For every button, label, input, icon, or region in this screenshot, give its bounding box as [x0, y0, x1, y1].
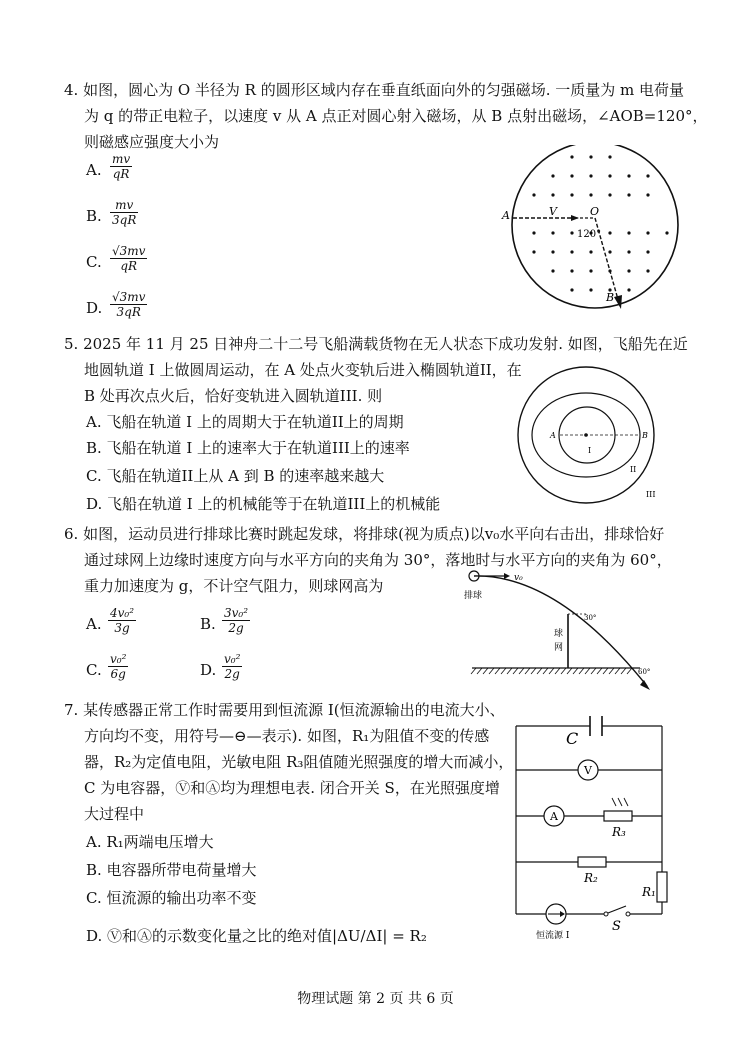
- field-dot: [532, 231, 535, 234]
- q7-line1: 7. 某传感器正常工作时需要用到恒流源 I(恒流源输出的电流大小、: [64, 701, 505, 719]
- q7-label-s: S: [612, 919, 621, 934]
- q6-volleyball-figure: [462, 566, 662, 692]
- field-dot: [570, 193, 573, 196]
- field-dot: [551, 269, 554, 272]
- q6-option-d-fraction: $\frac{\text{v₀²}}{2g}$: [224, 652, 241, 681]
- ground-hatch: [561, 668, 566, 674]
- field-dot: [589, 288, 592, 291]
- field-dot: [646, 193, 649, 196]
- ground-hatch: [573, 668, 578, 674]
- q6-label-net1: 球: [554, 629, 564, 639]
- q5-label-iii: III: [646, 490, 656, 499]
- field-dot: [627, 288, 630, 291]
- q4-label-v: V: [549, 205, 557, 218]
- field-dot: [551, 174, 554, 177]
- q5-line1: 5. 2025 年 11 月 25 日神舟二十二号飞船满载货物在无人状态下成功发射. 如图，飞船先在近: [64, 335, 688, 353]
- q6-label-ball: 排球: [464, 591, 483, 601]
- q7-label-c: C: [566, 729, 579, 748]
- q5-option-d: D. 飞船在轨道 I 上的机械能等于在轨道III上的机械能: [86, 495, 441, 513]
- q4-label-angle: 120°: [577, 229, 602, 240]
- ground-hatch: [567, 668, 572, 674]
- field-dot: [627, 231, 630, 234]
- ground-hatch: [609, 668, 614, 674]
- ground-hatch: [507, 668, 512, 674]
- q5-orbit-figure: [502, 360, 672, 510]
- q7-label-r3: R₃: [612, 825, 626, 839]
- field-dot: [551, 231, 554, 234]
- field-dot: [570, 231, 573, 234]
- q6-option-d-label: D.: [200, 661, 217, 679]
- field-dot: [589, 155, 592, 158]
- ground-hatch: [501, 668, 506, 674]
- q7-line3: 器，R₂为定值电阻，光敏电阻 R₃阻值随光照强度的增大而减小，: [84, 753, 514, 771]
- q7-line4: C 为电容器，Ⓥ和Ⓐ均为理想电表. 闭合开关 S，在光照强度增: [84, 779, 500, 797]
- field-dot: [570, 250, 573, 253]
- q7-option-d: D. Ⓥ和Ⓐ的示数变化量之比的绝对值|ΔU/ΔI| = R₂: [86, 927, 427, 945]
- field-dot: [570, 269, 573, 272]
- ground-hatch: [471, 668, 476, 674]
- q6-line1: 6. 如图，运动员进行排球比赛时跳起发球，将排球(视为质点)以v₀水平向右击出，排球恰好: [64, 525, 665, 543]
- q6-option-b-fraction: $\frac{\text{3v₀²}}{2g}$: [224, 606, 249, 635]
- field-dot: [532, 250, 535, 253]
- field-dot: [532, 193, 535, 196]
- field-dot: [608, 193, 611, 196]
- field-dot: [589, 250, 592, 253]
- field-dot: [570, 288, 573, 291]
- q5-option-c: C. 飞船在轨道II上从 A 到 B 的速率越来越大: [86, 467, 385, 485]
- page-footer: 物理试题 第 2 页 共 6 页: [297, 991, 454, 1007]
- q4-line1: 4. 如图，圆心为 O 半径为 R 的圆形区域内存在垂直纸面向外的匀强磁场. 一质量为 m 电荷量: [64, 81, 685, 99]
- q6-option-a-label: A.: [86, 615, 102, 633]
- field-dot: [665, 231, 668, 234]
- q7-line2: 方向均不变，用符号—⊖—表示). 如图，R₁为阻值不变的传感: [84, 727, 490, 745]
- q7-label-source: 恒流源 I: [536, 931, 570, 941]
- q6-label-60: 60°: [638, 668, 651, 676]
- q4-label-o: O: [590, 205, 600, 218]
- q4-option-a-fraction: $\frac{mv}{qR}$: [112, 152, 131, 181]
- q4-option-b-label: B.: [86, 207, 102, 225]
- ground-hatch: [525, 668, 530, 674]
- q6-option-c-label: C.: [86, 661, 102, 679]
- q4-option-a-label: A.: [86, 161, 102, 179]
- ground-hatch: [513, 668, 518, 674]
- field-dot: [608, 231, 611, 234]
- q5-option-b: B. 飞船在轨道 I 上的速率大于在轨道III上的速率: [86, 439, 410, 457]
- field-dot: [646, 231, 649, 234]
- ground-hatch: [519, 668, 524, 674]
- ground-hatch: [543, 668, 548, 674]
- q7-option-a: A. R₁两端电压增大: [86, 833, 214, 851]
- q6-line2: 通过球网上边缘时速度方向与水平方向的夹角为 30°，落地时与水平方向的夹角为 60°，: [84, 551, 672, 569]
- q5-line3: B 处再次点火后，恰好变轨进入圆轨道III. 则: [84, 387, 383, 405]
- ground-hatch: [615, 668, 620, 674]
- field-dot: [589, 269, 592, 272]
- field-dot: [646, 250, 649, 253]
- q7-option-b: B. 电容器所带电荷量增大: [86, 861, 257, 879]
- q5-option-a: A. 飞船在轨道 I 上的周期大于在轨道II上的周期: [86, 413, 404, 431]
- q5-line2: 地圆轨道 I 上做圆周运动，在 A 处点火变轨后进入椭圆轨道II，在: [84, 361, 522, 379]
- field-dot: [627, 174, 630, 177]
- q4-magnetic-field-figure: [495, 145, 695, 315]
- q6-label-net2: 网: [554, 643, 564, 653]
- q7-label-a: A: [550, 810, 558, 823]
- ground-hatch: [483, 668, 488, 674]
- ground-hatch: [579, 668, 584, 674]
- ground-hatch: [621, 668, 626, 674]
- ground-hatch: [603, 668, 608, 674]
- field-dot: [627, 250, 630, 253]
- q4-option-d-label: D.: [86, 299, 103, 317]
- ground-hatch: [549, 668, 554, 674]
- q6-label-30: 30°: [584, 614, 597, 622]
- q7-line5: 大过程中: [84, 805, 145, 823]
- ground-hatch: [591, 668, 596, 674]
- ground-hatch: [537, 668, 542, 674]
- field-dot: [589, 193, 592, 196]
- q4-option-c-fraction: $\frac{√3mv}{qR}$: [112, 244, 146, 273]
- field-dot: [627, 269, 630, 272]
- field-dot: [570, 155, 573, 158]
- q7-label-r1: R₁: [642, 885, 656, 899]
- ground-hatch: [477, 668, 482, 674]
- q6-option-a-fraction: $\frac{\text{4v₀²}}{3g}$: [110, 606, 135, 635]
- ground-hatch: [627, 668, 632, 674]
- field-dot: [608, 155, 611, 158]
- q4-label-a: A: [502, 209, 510, 222]
- q6-line3: 重力加速度为 g，不计空气阻力，则球网高为: [84, 577, 384, 595]
- q5-label-ii: II: [630, 465, 637, 474]
- ground-hatch: [489, 668, 494, 674]
- q5-label-a: A: [550, 431, 556, 440]
- q4-option-b-fraction: $\frac{mv}{3qR}$: [112, 198, 137, 227]
- q7-circuit-figure: [508, 712, 668, 944]
- ground-hatch: [555, 668, 560, 674]
- field-dot: [551, 193, 554, 196]
- field-dot: [570, 174, 573, 177]
- q4-option-d-fraction: $\frac{√3mv}{3qR}$: [112, 290, 146, 319]
- ground-hatch: [531, 668, 536, 674]
- q7-option-c: C. 恒流源的输出功率不变: [86, 889, 257, 907]
- field-dot: [608, 174, 611, 177]
- ground-hatch: [585, 668, 590, 674]
- field-dot: [589, 174, 592, 177]
- ground-hatch: [495, 668, 500, 674]
- q4-option-c-label: C.: [86, 253, 102, 271]
- q5-label-b: B: [642, 431, 648, 440]
- q5-label-i: I: [588, 446, 592, 455]
- q7-label-r2: R₂: [584, 871, 598, 885]
- field-dot: [646, 269, 649, 272]
- q4-label-b: B: [606, 291, 615, 304]
- q4-line2: 为 q 的带正电粒子，以速度 v 从 A 点正对圆心射入磁场，从 B 点射出磁场，∠AOB=120°，: [84, 107, 708, 125]
- q6-option-c-fraction: $\frac{\text{v₀²}}{6g}$: [110, 652, 127, 681]
- field-dot: [646, 174, 649, 177]
- field-dot: [608, 250, 611, 253]
- ground-hatch: [597, 668, 602, 674]
- q6-option-b-label: B.: [200, 615, 216, 633]
- q4-line3: 则磁感应强度大小为: [84, 133, 220, 151]
- q7-label-v: V: [584, 764, 592, 777]
- field-dot: [551, 250, 554, 253]
- q6-label-v0: v₀: [514, 573, 523, 583]
- field-dot: [627, 193, 630, 196]
